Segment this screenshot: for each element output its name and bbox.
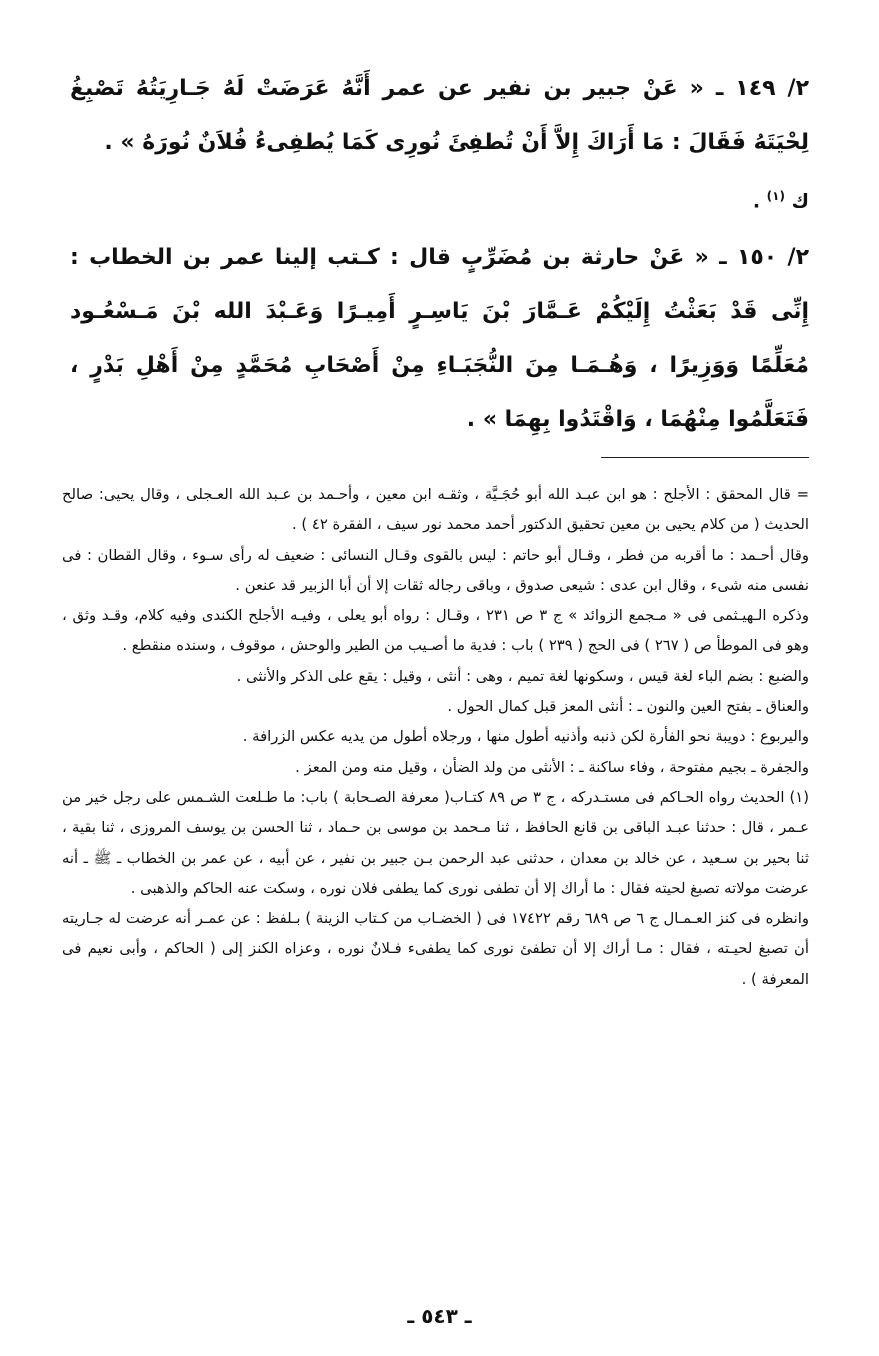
footnote-divider [601, 457, 809, 458]
footnote-paragraph: واليربوع : دويبة نحو الفأرة لكن ذنبه وأذنيه أطول منها ، ورجلاه أطول من يديه عكس الزرافة . [242, 728, 809, 746]
hadith-149: ٢/ ١٤٩ ـ « عَنْ جبير بن نفير عن عمر أَنَّهُ عَرَضَتْ لَهُ جَـارِيَتُهُ تَصْبِغُ لِحْيَتَهُ فَقَالَ : مَا أَرَاكَ إِلاَّ أَنْ تُطفِئَ نُورِى كَمَا يُطفِىءُ فُلاَنٌ نُورَهُ » . [70, 76, 809, 155]
footnotes [62, 480, 809, 995]
main-text [70, 62, 809, 447]
footnote-paragraph: وذكره الـهيـثمى فى « مـجمع الزوائد » ج ٣ ص ٢٣١ ، وقـال : رواه أبو يعلى ، وفيـه الأجلح الكندى وفيه كلام، وقـد وثق ، وهو فى الموطأ ص ( ٢٦٧ ) فى الحج ( ٢٣٩ ) باب : فدية ما أصـيب من الطير والوحش ، موقوف ، وسنده منقطع . [62, 607, 809, 655]
footnote-paragraph: والعناق ـ بفتح العين والنون ـ : أنثى المعز قبل كمال الحول . [447, 698, 809, 716]
footnote-paragraph: وقال أحـمد : ما أقربه من فطر ، وقـال أبو حاتم : ليس بالقوى وقـال النسائى : ضعيف له رأى سـوء ، وقال القطان : فى نفسى منه شىء ، وقال ابن عدى : شيعى صدوق ، وباقى رجاله ثقات إلا أن أبا الزبير قد عنعن . [62, 546, 809, 594]
reference-end: . [752, 190, 761, 213]
page-number: ـ ٥٤٣ ـ [407, 1304, 472, 1328]
footnote-paragraph: والجفرة ـ بجيم مفتوحة ، وفاء ساكنة ـ : الأنثى من ولد الضأن ، وقيل منه ومن المعز . [295, 758, 809, 776]
source-letter: ك [791, 190, 809, 213]
footnote-paragraph: والضبع : بضم الباء لغة قيس ، وسكونها لغة تميم ، وهى : أنثى ، وقيل : يقع على الذكر والأنثى . [236, 667, 809, 685]
source-reference-149 [70, 174, 809, 223]
footnote-paragraph: (١) الحديث رواه الحـاكم فى مستـدركه ، ج ٣ ص ٨٩ كتـاب( معرفة الصـحابة ) باب: ما طـلعت الشـمس على رجل خير من عـمر ، قال : حدثنا عبـد الباقى بن قانع الحافظ ، ثنا مـحمد بن موسى بن حـماد ، ثنا الحسن بن يوسف المروزى ، ثنا بقية ، ثنا بحير بن سـعيد ، عن خالد بن معدان ، حدثنى عبد الرحمن بـن جبير بن نفير ، عن أبيه ، عن عمر بن الخطاب ـ ﷺ ـ أنه عرضت مولاته تصبغ لحيته فقال : ما أراك إلا أن تطفى نورى كما يطفى فلان نوره ، وسكت عنه الحاكم والذهبى . [62, 788, 810, 897]
footnote-paragraph: = قال المحقق : الأجلح : هو ابن عبـد الله أبو حُجَـيَّة ، وثقـه ابن معين ، وأحـمد بن عـبد الله العـجلى ، وقال يحيى: صالح الحديث ( من كلام يحيى بن معين تحقيق الدكتور أحمد محمد نور سيف ، الفقرة ٤٢ ) . [62, 486, 809, 534]
hadith-150: ٢/ ١٥٠ ـ « عَنْ حارثة بن مُضَرِّبٍ قال : كـتب إلينا عمر بن الخطاب : إِنِّى قَدْ بَعَثْتُ إِلَيْكُمْ عَـمَّارَ بْنَ يَاسِـرٍ أَمِيـرًا وَعَـبْدَ الله بْنَ مَـسْعُـود مُعَلِّمًا وَوَزِيرًا ، وَهُـمَـا مِنَ النُّجَبَـاءِ مِنْ أَصْحَابِ مُحَمَّدٍ مِنْ أَهْلِ بَدْرٍ ، فَتَعَلَّمُوا مِنْهُمَا ، وَاقْتَدُوا بِهِمَا » . [70, 245, 809, 433]
footnote-paragraph: وانظره فى كنز العـمـال ج ٦ ص ٦٨٩ رقم ١٧٤٢٢ فى ( الخضـاب من كـتاب الزينة ) بـلفظ : عن عمـر أنه عرضت له جـاريته أن تصبغ لحيـته ، فقال : مـا أراك إلا أن تطفئ نورى كما يطفىء فـلانٌ نوره ، وعزاه الكنز إلى ( الحاكم ، وأبى نعيم فى المعرفة ) . [62, 910, 809, 988]
footnote-marker: (١) [766, 189, 785, 203]
